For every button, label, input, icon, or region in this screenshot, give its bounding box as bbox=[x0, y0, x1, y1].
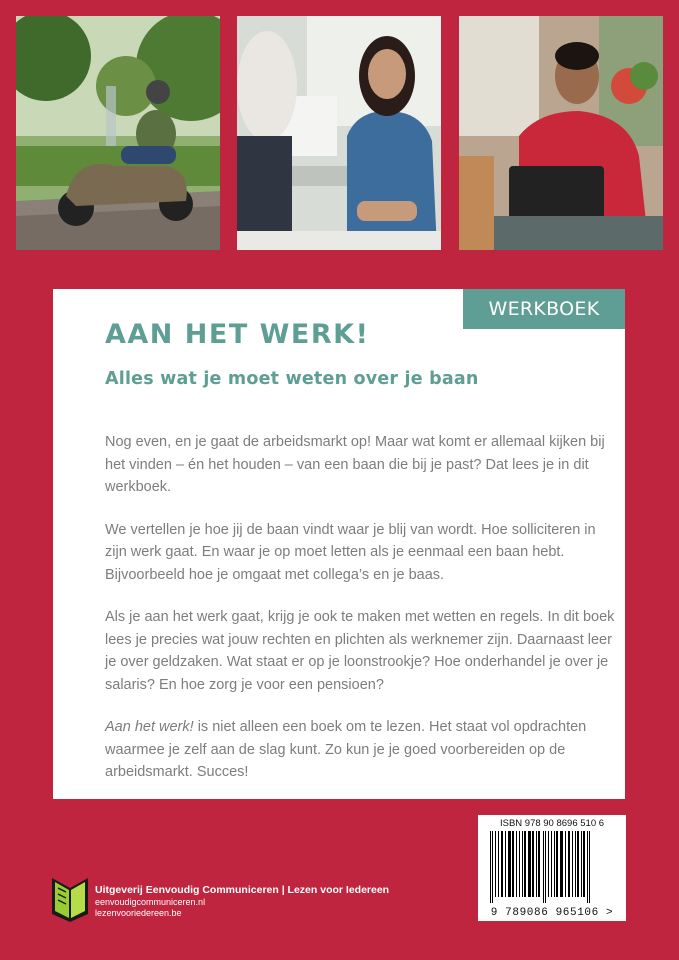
blurb-body bbox=[105, 431, 615, 804]
blurb-paragraph-4 bbox=[105, 716, 615, 784]
blurb-paragraph-4-text: is niet alleen een boek om te lezen. Het staat vol opdrachten waarmee je zelf aan de slag kunt. Zo kun je je goed voorbereiden op de arbeidsmarkt. Succes! bbox=[105, 719, 587, 780]
blurb-paragraph-2: We vertellen je hoe jij de baan vindt waar je blij van wordt. Hoe solliciteren in zijn werk gaat. En waar je op moet letten als je eenmaal een baan hebt. Bijvoorbeeld hoe je omgaat met collega’s en je baas. bbox=[105, 521, 596, 583]
job-interview-photo bbox=[237, 16, 441, 250]
werkboek-tag: WERKBOEK bbox=[463, 289, 625, 329]
book-title: AAN HET WERK! bbox=[105, 319, 370, 350]
isbn-barcode bbox=[478, 815, 626, 921]
publisher-url-1: eenvoudigcommuniceren.nl bbox=[95, 897, 206, 907]
blurb-paragraph-3: Als je aan het werk gaat, krijg je ook te maken met wetten en regels. In dit boek lees je precies wat jouw rechten en plichten als werknemer zijn. Daarnaast leer je over geldzaken. Wat staat er op je loonstrookje? Hoe onderhandel je over je salaris? En hoe zorg je voor een pensioen? bbox=[105, 609, 615, 693]
book-logo-icon bbox=[50, 874, 90, 926]
publisher-info bbox=[95, 884, 389, 919]
book-subtitle: Alles wat je moet weten over je baan bbox=[105, 369, 479, 389]
publisher-name: Uitgeverij Eenvoudig Communiceren | Lezen voor Iedereen bbox=[95, 884, 390, 896]
blurb-paragraph-1: Nog even, en je gaat de arbeidsmarkt op! Maar wat komt er allemaal kijken bij het vinden – én het houden – van een baan die bij je past? Dat lees je in dit werkboek. bbox=[105, 434, 605, 495]
text-panel bbox=[53, 289, 625, 799]
young-man-laptop-photo bbox=[459, 16, 663, 250]
isbn-digits: 9 789086 965106 > bbox=[490, 907, 614, 919]
publisher-url-2: lezenvooriedereen.be bbox=[95, 908, 182, 918]
scooter-rider-photo bbox=[16, 16, 220, 250]
barcode-bars-icon bbox=[488, 831, 616, 903]
isbn-label: ISBN 978 90 8696 510 6 bbox=[499, 818, 605, 829]
book-title-italic: Aan het werk! bbox=[105, 719, 194, 735]
